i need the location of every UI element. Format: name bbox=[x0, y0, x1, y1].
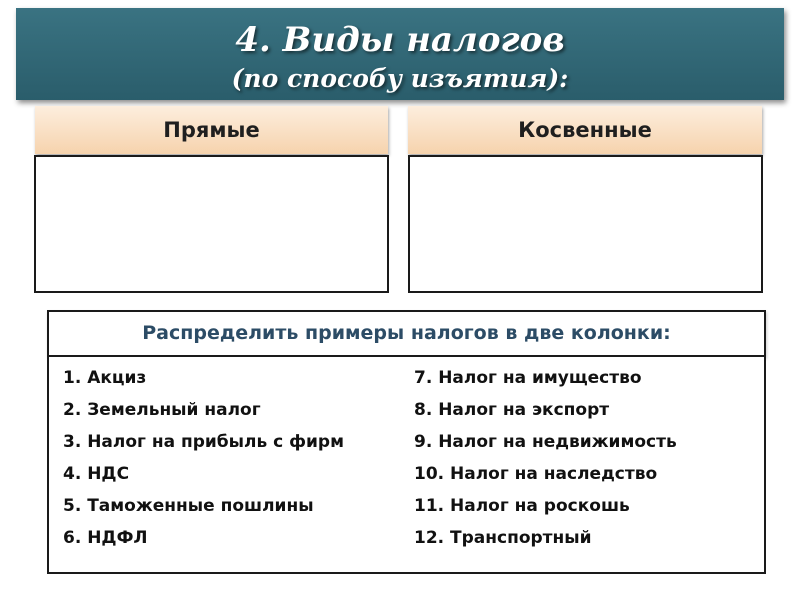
examples-list-left bbox=[63, 362, 344, 554]
list-item: 9. Налог на недвижимость bbox=[414, 432, 677, 452]
column-header-direct: Прямые bbox=[35, 106, 388, 154]
list-item: 10. Налог на наследство bbox=[414, 464, 658, 484]
examples-list-right bbox=[414, 362, 677, 554]
list-item: 2. Земельный налог bbox=[63, 400, 261, 420]
column-header-indirect: Косвенные bbox=[408, 106, 762, 154]
slide-title: 4. Виды налогов bbox=[235, 20, 565, 60]
direct-taxes-dropzone[interactable] bbox=[34, 155, 389, 293]
slide-subtitle: (по способу изъятия): bbox=[231, 64, 569, 93]
task-instruction: Распределить примеры налогов в две колонки: bbox=[47, 310, 766, 357]
list-item: 5. Таможенные пошлины bbox=[63, 496, 314, 516]
list-item: 11. Налог на роскошь bbox=[414, 496, 630, 516]
title-banner bbox=[16, 8, 784, 100]
list-item: 1. Акциз bbox=[63, 368, 147, 388]
list-item: 3. Налог на прибыль с фирм bbox=[63, 432, 344, 452]
list-item: 6. НДФЛ bbox=[63, 528, 148, 548]
list-item: 4. НДС bbox=[63, 464, 130, 484]
indirect-taxes-dropzone[interactable] bbox=[408, 155, 763, 293]
list-item: 8. Налог на экспорт bbox=[414, 400, 610, 420]
list-item: 12. Транспортный bbox=[414, 528, 592, 548]
list-item: 7. Налог на имущество bbox=[414, 368, 642, 388]
examples-list-box bbox=[47, 357, 766, 574]
